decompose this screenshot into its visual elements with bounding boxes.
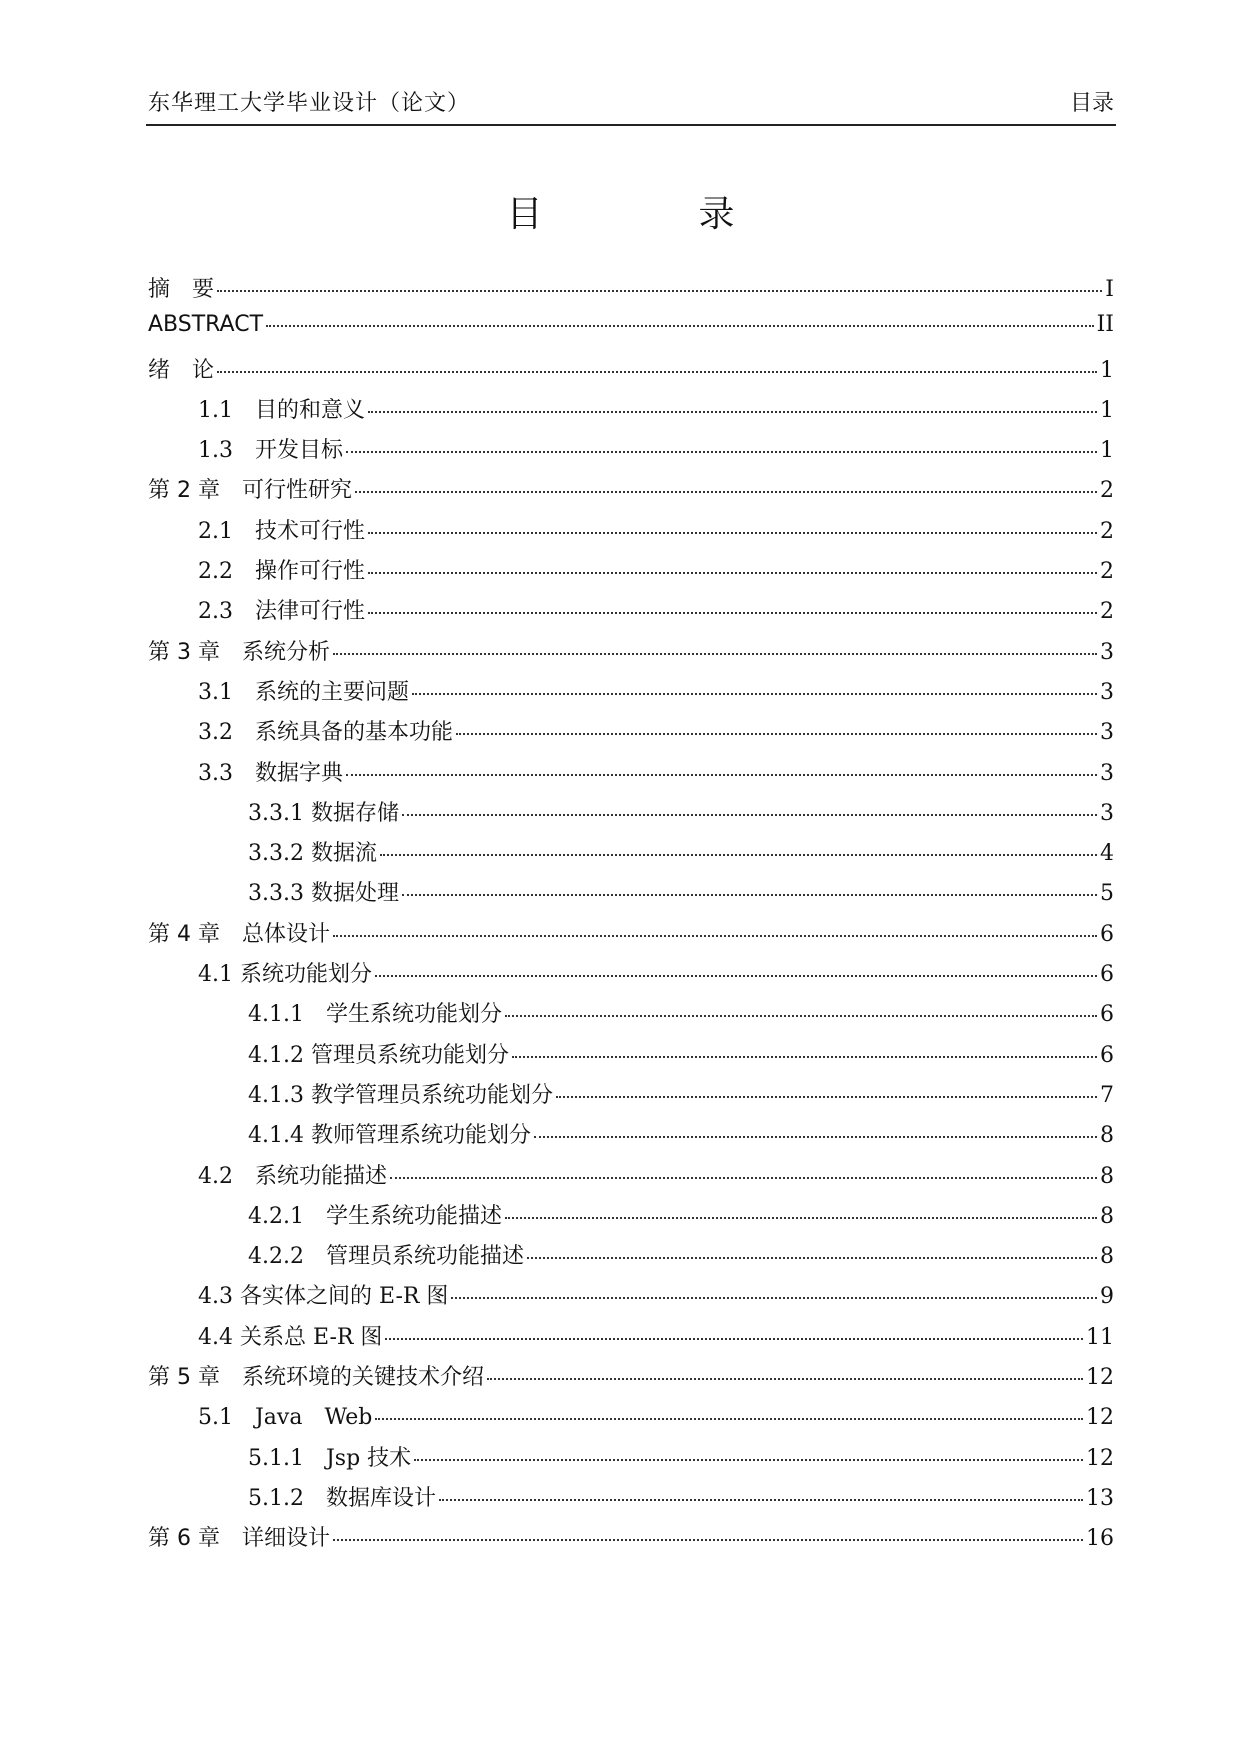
toc-entry[interactable] [148, 635, 1114, 675]
toc-entry-page-number: 5 [1100, 881, 1114, 907]
toc-entry[interactable] [148, 312, 1114, 352]
toc-entry-title: 1.1 目的和意义 [198, 397, 365, 423]
toc-dot-leader [527, 1257, 1097, 1259]
toc-entry-page-number: 8 [1100, 1123, 1114, 1149]
toc-entry-page-number: 6 [1100, 962, 1114, 988]
toc-entry-title: 1.3 开发目标 [198, 438, 343, 464]
toc-entry-title: 3.3.2 数据流 [248, 841, 377, 867]
table-of-contents [148, 272, 1114, 1562]
toc-entry-page-number: 3 [1100, 800, 1114, 826]
toc-dot-leader [402, 894, 1097, 896]
toc-entry[interactable] [148, 957, 1114, 997]
toc-entry[interactable] [148, 1400, 1114, 1440]
toc-entry-title: 2.3 法律可行性 [198, 599, 365, 625]
toc-dot-leader [505, 1217, 1097, 1219]
toc-dot-leader [456, 733, 1097, 735]
toc-dot-leader [380, 854, 1097, 856]
toc-dot-leader [368, 572, 1097, 574]
toc-entry-page-number: 7 [1100, 1082, 1114, 1108]
toc-entry-page-number: 8 [1100, 1244, 1114, 1270]
toc-entry-title: 第 5 章 系统环境的关键技术介绍 [148, 1365, 484, 1391]
toc-dot-leader [217, 371, 1097, 373]
toc-entry-page-number: 3 [1100, 720, 1114, 746]
running-header [146, 84, 1116, 126]
toc-entry-title: 5.1.2 数据库设计 [248, 1485, 436, 1511]
toc-entry[interactable] [148, 353, 1114, 393]
toc-entry-page-number: II [1096, 312, 1114, 338]
toc-dot-leader [217, 290, 1102, 292]
toc-entry-page-number: 11 [1086, 1324, 1114, 1350]
toc-entry-title: 第 6 章 详细设计 [148, 1526, 330, 1552]
toc-dot-leader [556, 1096, 1097, 1098]
toc-entry[interactable] [148, 1481, 1114, 1521]
toc-dot-leader [451, 1297, 1097, 1299]
toc-entry-page-number: 2 [1100, 559, 1114, 585]
toc-entry-title: 4.2.1 学生系统功能描述 [248, 1203, 502, 1229]
toc-entry-title: 第 3 章 系统分析 [148, 639, 330, 665]
toc-dot-leader [355, 491, 1097, 493]
toc-entry[interactable] [148, 1159, 1114, 1199]
toc-dot-leader [375, 975, 1097, 977]
toc-entry-page-number: 13 [1086, 1485, 1114, 1511]
toc-dot-leader [266, 325, 1094, 327]
header-section-name: 目录 [1069, 91, 1114, 116]
toc-entry-title: 第 2 章 可行性研究 [148, 478, 352, 504]
header-thesis-title: 东华理工大学毕业设计（论文） [148, 91, 471, 116]
toc-entry-title: 3.2 系统具备的基本功能 [198, 720, 453, 746]
toc-entry[interactable] [148, 514, 1114, 554]
toc-entry-page-number: I [1105, 277, 1114, 302]
toc-entry[interactable] [148, 1078, 1114, 1118]
toc-entry[interactable] [148, 594, 1114, 634]
toc-dot-leader [346, 774, 1097, 776]
toc-entry[interactable] [148, 1360, 1114, 1400]
toc-entry-page-number: 2 [1100, 599, 1114, 625]
toc-entry[interactable] [148, 836, 1114, 876]
toc-entry-page-number: 1 [1100, 438, 1114, 464]
toc-entry-page-number: 3 [1100, 679, 1114, 705]
page-title: 目 录 [506, 194, 795, 235]
toc-entry-title: 5.1.1 Jsp 技术 [248, 1445, 412, 1471]
toc-entry-title: 2.2 操作可行性 [198, 559, 365, 585]
toc-entry-page-number: 8 [1100, 1163, 1114, 1189]
toc-entry-title: 4.1.2 管理员系统功能划分 [248, 1042, 509, 1068]
toc-entry[interactable] [148, 876, 1114, 916]
toc-entry-title: 3.1 系统的主要问题 [198, 679, 409, 705]
toc-entry-page-number: 16 [1086, 1526, 1114, 1552]
toc-entry-page-number: 3 [1100, 639, 1114, 665]
toc-entry-title: 3.3.3 数据处理 [248, 881, 399, 907]
toc-entry[interactable] [148, 997, 1114, 1037]
toc-dot-leader [368, 411, 1097, 413]
toc-entry-page-number: 9 [1100, 1284, 1114, 1310]
toc-dot-leader [333, 1539, 1083, 1541]
toc-entry-title: 绪 论 [148, 357, 215, 383]
toc-entry-title: 4.1.1 学生系统功能划分 [248, 1002, 502, 1028]
toc-entry[interactable] [148, 554, 1114, 594]
toc-dot-leader [333, 653, 1097, 655]
toc-entry-title: 4.2 系统功能描述 [198, 1163, 387, 1189]
toc-entry[interactable] [148, 756, 1114, 796]
toc-dot-leader [505, 1015, 1097, 1017]
toc-entry-page-number: 1 [1100, 397, 1114, 423]
toc-entry-title: ABSTRACT [148, 312, 264, 338]
toc-entry[interactable] [148, 1199, 1114, 1239]
toc-entry-page-number: 4 [1100, 841, 1114, 867]
toc-entry-page-number: 3 [1100, 760, 1114, 786]
toc-entry[interactable] [148, 1320, 1114, 1360]
toc-entry[interactable] [148, 1441, 1114, 1481]
toc-entry[interactable] [148, 675, 1114, 715]
toc-dot-leader [487, 1378, 1083, 1380]
toc-entry-title: 4.1.4 教师管理系统功能划分 [248, 1123, 531, 1149]
toc-dot-leader [333, 935, 1097, 937]
toc-entry[interactable] [148, 272, 1114, 312]
toc-entry-title: 4.4 关系总 E-R 图 [198, 1324, 383, 1350]
toc-dot-leader [512, 1056, 1097, 1058]
toc-entry-title: 4.1.3 教学管理员系统功能划分 [248, 1082, 553, 1108]
toc-entry-title: 第 4 章 总体设计 [148, 921, 330, 947]
toc-dot-leader [368, 612, 1097, 614]
toc-dot-leader [375, 1418, 1083, 1420]
toc-entry-title: 4.3 各实体之间的 E-R 图 [198, 1284, 449, 1310]
toc-entry-page-number: 12 [1086, 1445, 1114, 1471]
toc-entry-page-number: 6 [1100, 1002, 1114, 1028]
toc-entry[interactable] [148, 796, 1114, 836]
toc-entry[interactable] [148, 1118, 1114, 1158]
toc-entry[interactable] [148, 1038, 1114, 1078]
toc-entry[interactable] [148, 715, 1114, 755]
toc-dot-leader [439, 1499, 1083, 1501]
toc-entry-page-number: 1 [1100, 357, 1114, 383]
toc-entry-page-number: 8 [1100, 1203, 1114, 1229]
toc-entry-page-number: 2 [1100, 518, 1114, 544]
toc-entry-title: 3.3 数据字典 [198, 760, 343, 786]
toc-entry[interactable] [148, 433, 1114, 473]
toc-entry[interactable] [148, 1521, 1114, 1561]
toc-entry[interactable] [148, 393, 1114, 433]
toc-entry[interactable] [148, 1239, 1114, 1279]
toc-entry-title: 5.1 Java Web [198, 1405, 373, 1431]
toc-entry-title: 摘 要 [148, 277, 215, 302]
toc-entry-page-number: 2 [1100, 478, 1114, 504]
toc-entry-page-number: 6 [1100, 1042, 1114, 1068]
toc-dot-leader [385, 1338, 1083, 1340]
toc-entry[interactable] [148, 1279, 1114, 1319]
toc-dot-leader [414, 1459, 1083, 1461]
toc-entry-title: 4.1 系统功能划分 [198, 962, 372, 988]
toc-entry-page-number: 12 [1086, 1405, 1114, 1431]
toc-entry-title: 2.1 技术可行性 [198, 518, 365, 544]
toc-entry-title: 4.2.2 管理员系统功能描述 [248, 1244, 524, 1270]
toc-entry-page-number: 12 [1086, 1365, 1114, 1391]
toc-dot-leader [368, 532, 1097, 534]
toc-entry[interactable] [148, 473, 1114, 513]
toc-dot-leader [412, 693, 1097, 695]
toc-dot-leader [402, 814, 1097, 816]
toc-dot-leader [534, 1136, 1097, 1138]
toc-entry[interactable] [148, 917, 1114, 957]
toc-entry-page-number: 6 [1100, 921, 1114, 947]
toc-dot-leader [390, 1177, 1097, 1179]
toc-entry-title: 3.3.1 数据存储 [248, 800, 399, 826]
toc-dot-leader [346, 451, 1097, 453]
